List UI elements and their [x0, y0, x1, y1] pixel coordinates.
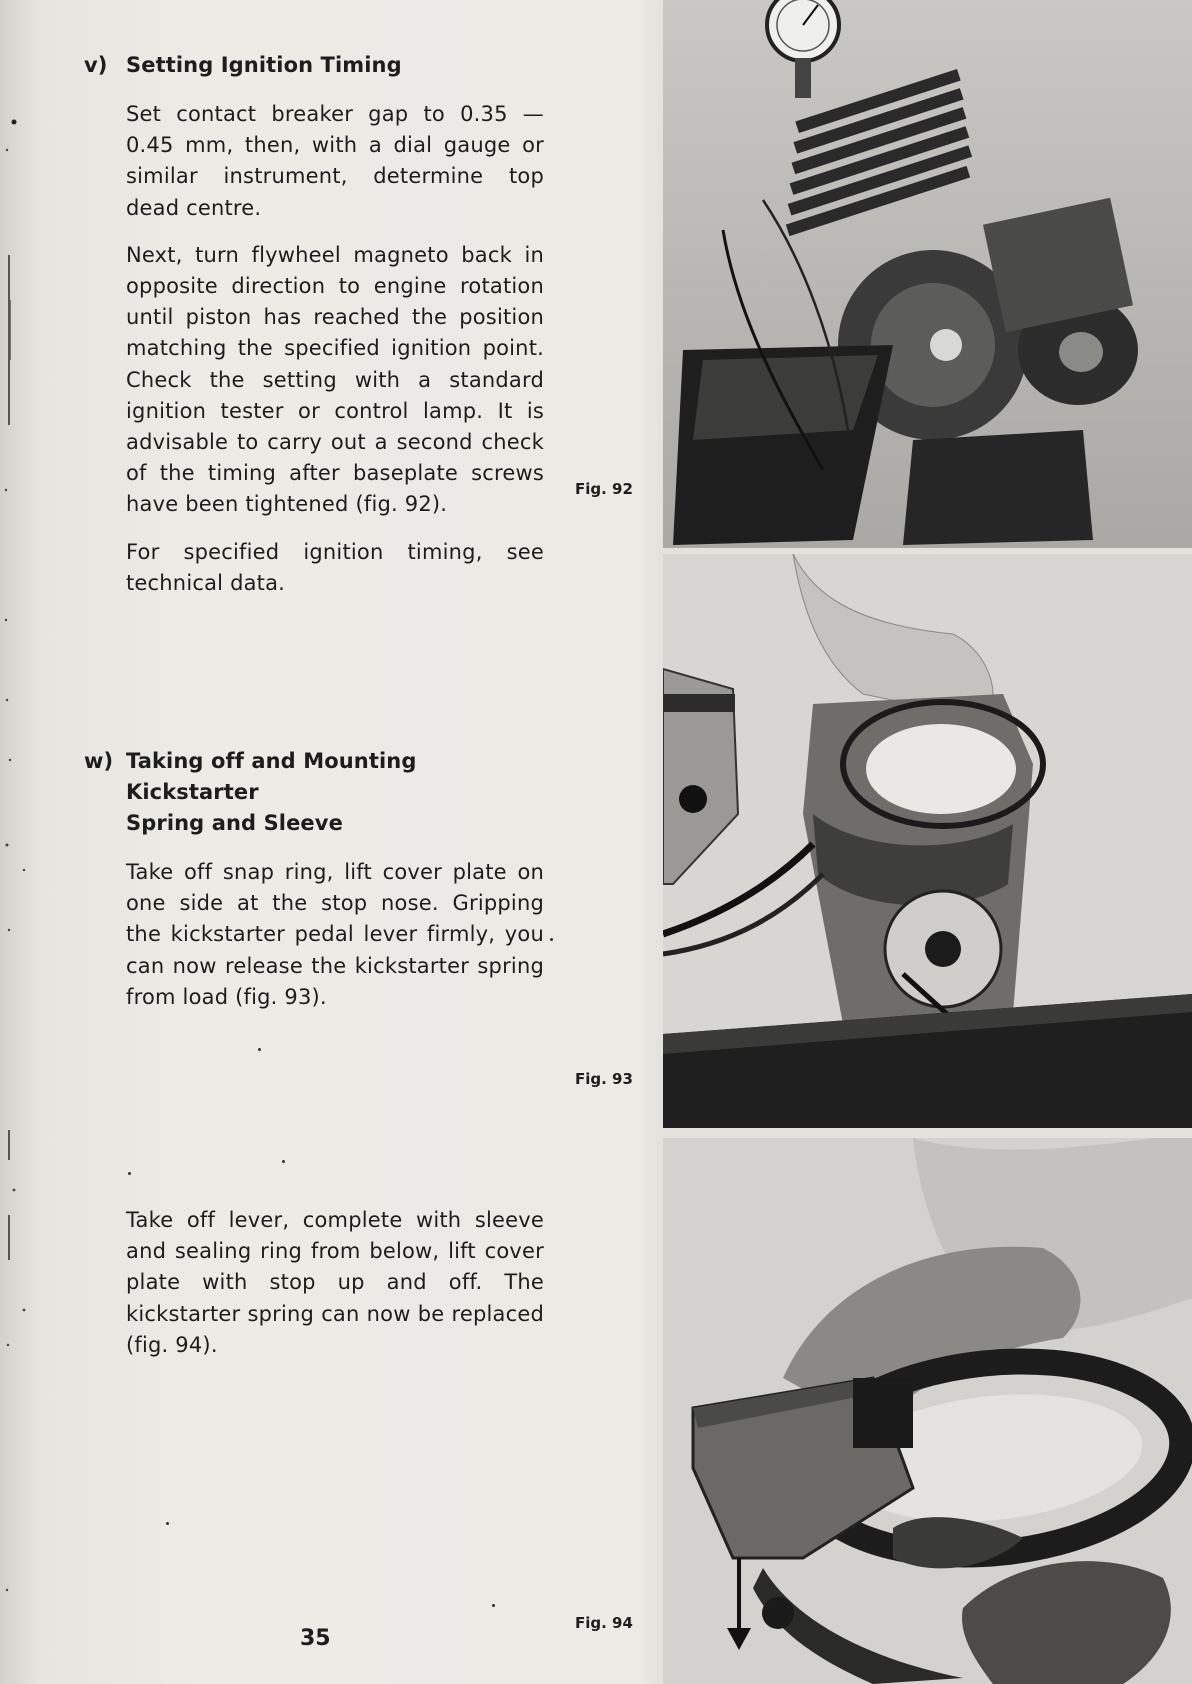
section-w-continued [84, 1205, 544, 1361]
scan-speck [128, 1172, 131, 1175]
fig-93-label: Fig. 93 [575, 1070, 633, 1088]
section-w [84, 746, 544, 1013]
section-w-title-line-1: Taking off and Mounting Kickstarter [126, 749, 417, 804]
section-v-marker: v) [84, 53, 108, 77]
binding-gutter-marks [0, 0, 30, 1684]
section-w-paragraph-1: Take off snap ring, lift cover plate on one side at the stop nose. Gripping the kickstarter pedal lever firmly, you can now release the kickstarter spring from load (fig. 93). [126, 860, 544, 1009]
scan-speck [550, 938, 553, 941]
section-w-paragraph-2: Take off lever, complete with sleeve and sealing ring from below, lift cover plate with stop up and off. The kickstarter spring can now be replaced (fig. 94). [126, 1208, 544, 1357]
section-w-marker: w) [84, 749, 114, 773]
section-v-heading [84, 50, 544, 81]
section-w-heading [84, 746, 544, 839]
page-number: 35 [300, 1626, 331, 1651]
section-w-title-line-2: Spring and Sleeve [126, 811, 343, 835]
scan-speck [492, 1604, 495, 1607]
fig-94-photo [663, 1138, 1192, 1684]
fig-92-label: Fig. 92 [575, 480, 633, 498]
section-v-title: Setting Ignition Timing [126, 53, 402, 77]
section-v [84, 50, 544, 599]
section-v-paragraph-2: Next, turn flywheel magneto back in opposite direction to engine rotation until piston has reached the position matching the specified ignition point. Check the setting with a standard ignition tester or control lamp. It is advisable to carry out a second check of the timing after baseplate screws have been tightened (fig. 92). [126, 242, 544, 517]
section-v-paragraph-3: For specified ignition timing, see technical data. [126, 539, 544, 595]
section-v-paragraph-1: Set contact breaker gap to 0.35 — 0.45 mm, then, with a dial gauge or similar instrument, determine top dead centre. [126, 102, 544, 220]
scan-speck [166, 1522, 169, 1525]
fig-94-label: Fig. 94 [575, 1614, 633, 1632]
scan-speck [258, 1048, 261, 1051]
fig-93-photo [663, 554, 1192, 1128]
fig-92-photo [663, 0, 1192, 548]
scan-speck [282, 1160, 285, 1163]
